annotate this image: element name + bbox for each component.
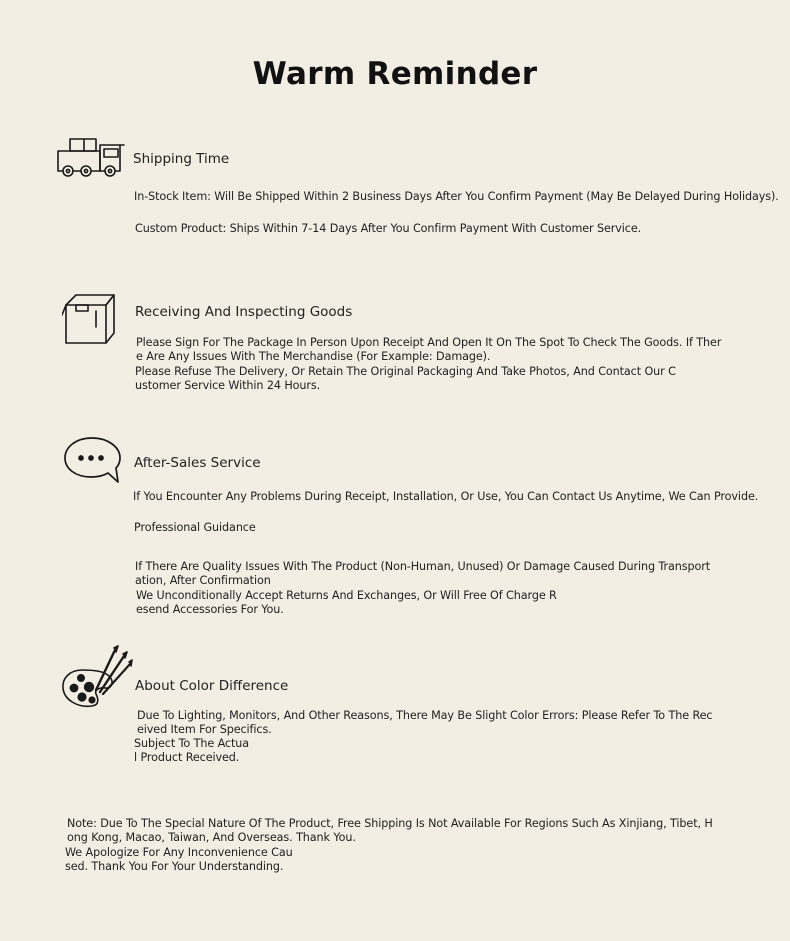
truck-icon <box>56 137 128 181</box>
after-sales-line: esend Accessories For You. <box>136 603 284 616</box>
color-difference-line: eived Item For Specifics. <box>137 723 272 736</box>
after-sales-line: We Unconditionally Accept Returns And Exchanges, Or Will Free Of Charge R <box>136 589 557 602</box>
section-heading-color-difference: About Color Difference <box>135 678 289 694</box>
after-sales-line: Professional Guidance <box>134 521 256 534</box>
note-line: ong Kong, Macao, Taiwan, And Overseas. Thank You. <box>67 831 356 844</box>
after-sales-line: If You Encounter Any Problems During Receipt, Installation, Or Use, You Can Contact Us Anytime, We Can Provide. <box>133 490 759 503</box>
section-heading-after-sales: After-Sales Service <box>134 455 261 471</box>
chat-bubble-icon <box>62 435 124 485</box>
page-title: Warm Reminder <box>252 56 538 92</box>
color-difference-line: Due To Lighting, Monitors, And Other Reasons, There May Be Slight Color Errors: Please Refer To The Rec <box>137 709 713 722</box>
note-line: Note: Due To The Special Nature Of The Product, Free Shipping Is Not Available For Regions Such As Xinjiang, Tibet, H <box>67 817 713 830</box>
receiving-line: e Are Any Issues With The Merchandise (For Example: Damage). <box>136 350 491 363</box>
after-sales-line: ation, After Confirmation <box>135 574 271 587</box>
shipping-line: Custom Product: Ships Within 7-14 Days After You Confirm Payment With Customer Service. <box>135 222 642 235</box>
note-line: We Apologize For Any Inconvenience Cau <box>65 846 293 859</box>
box-icon <box>62 291 122 349</box>
section-heading-shipping: Shipping Time <box>133 151 230 167</box>
receiving-line: Please Sign For The Package In Person Upon Receipt And Open It On The Spot To Check The Goods. If Ther <box>136 336 722 349</box>
receiving-line: ustomer Service Within 24 Hours. <box>135 379 321 392</box>
after-sales-line: If There Are Quality Issues With The Product (Non-Human, Unused) Or Damage Caused During Transport <box>135 560 711 573</box>
color-difference-line: Subject To The Actua <box>134 737 250 750</box>
palette-icon <box>60 644 134 712</box>
note-line: sed. Thank You For Your Understanding. <box>65 860 284 873</box>
shipping-line: In-Stock Item: Will Be Shipped Within 2 Business Days After You Confirm Payment (May Be Delayed During Holidays). <box>134 190 779 203</box>
section-heading-receiving: Receiving And Inspecting Goods <box>135 304 353 320</box>
color-difference-line: l Product Received. <box>134 751 240 764</box>
receiving-line: Please Refuse The Delivery, Or Retain The Original Packaging And Take Photos, And Contact Our C <box>135 365 676 378</box>
